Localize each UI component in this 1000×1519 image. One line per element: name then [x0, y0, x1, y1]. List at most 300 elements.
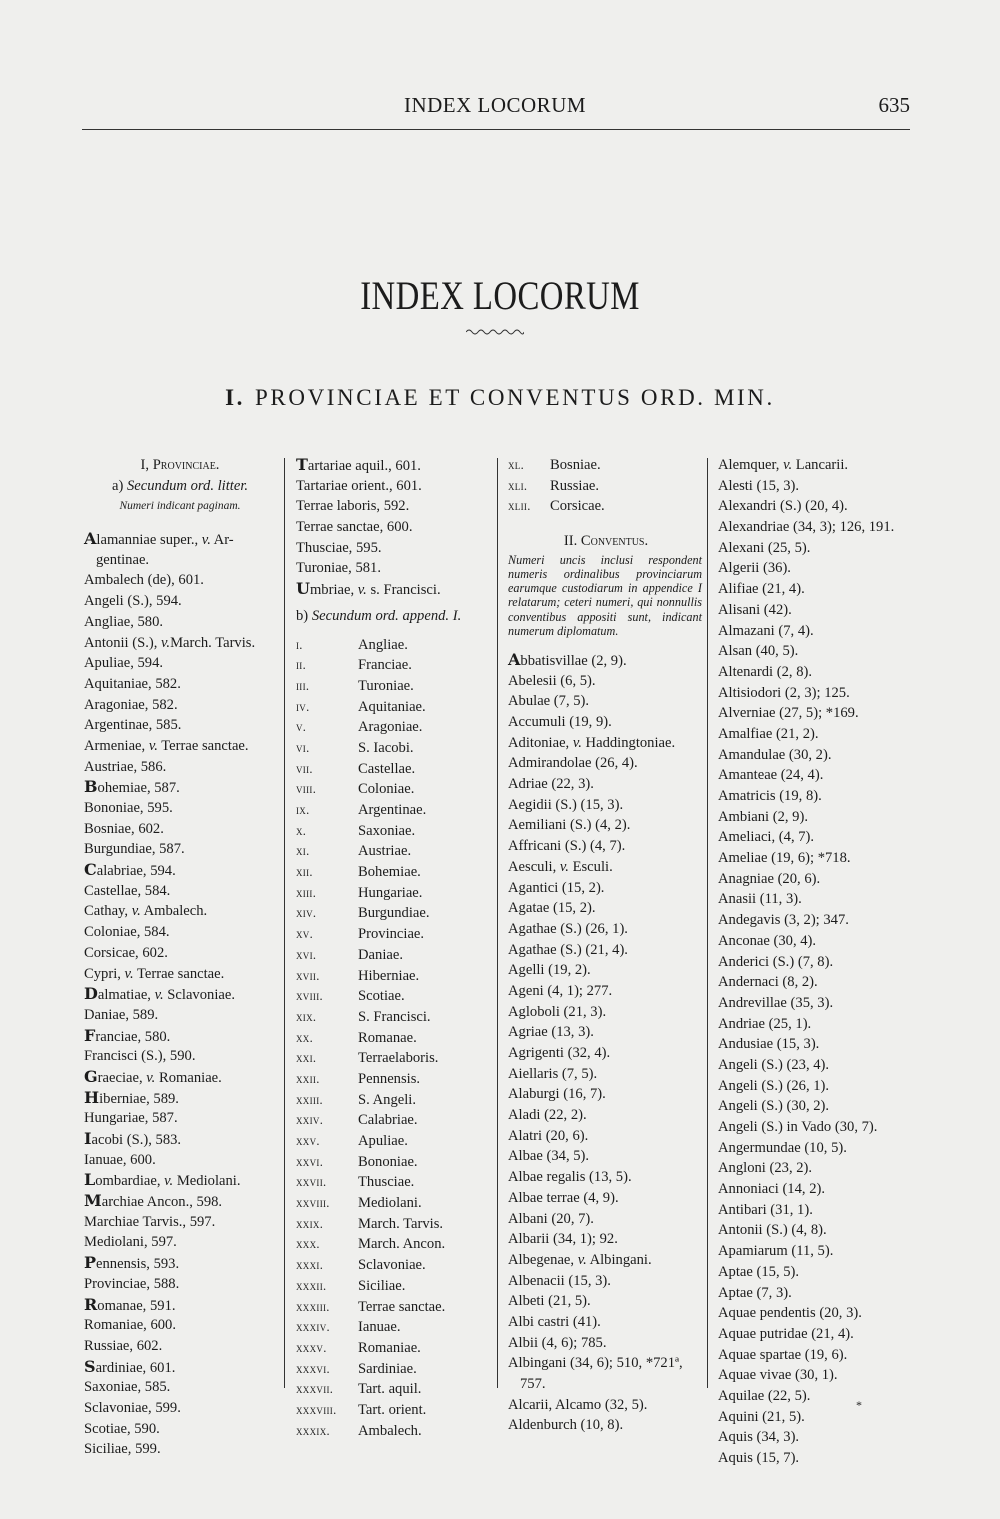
entry-text: Anagniae (20, 6).	[718, 870, 821, 887]
roman-numeral: i.	[296, 637, 303, 652]
index-entry	[508, 650, 704, 671]
column-3	[508, 455, 704, 1436]
entry-text: Alexandri (S.) (20, 4).	[718, 498, 848, 515]
entry-text: Agantici (15, 2).	[508, 879, 605, 896]
index-entry	[84, 674, 276, 695]
entry-text: Agrigenti (32, 4).	[508, 1045, 611, 1062]
index-entry	[508, 795, 704, 816]
index-entry	[508, 1167, 704, 1188]
roman-numeral: xl.	[508, 458, 525, 472]
entry-text: Aragoniae, 582.	[84, 696, 178, 713]
province-name: Terrae sanctae.	[358, 1298, 446, 1315]
entry-text: Mediolani, 597.	[84, 1234, 177, 1251]
entry-text: Albenacii (15, 3).	[508, 1272, 611, 1289]
index-entry	[718, 600, 918, 621]
entry-text: Romaniae, 600.	[84, 1317, 177, 1334]
entry-text: ranciae, 580.	[95, 1028, 171, 1045]
roman-numeral: xxxvi.	[296, 1361, 330, 1376]
index-entry	[718, 1324, 918, 1345]
index-entry	[718, 848, 918, 869]
entry-text: Anconae (30, 4).	[718, 932, 817, 949]
index-entry	[508, 898, 704, 919]
entry-vide: v.	[201, 532, 211, 549]
entry-vide: v.	[131, 903, 141, 920]
entry-text: Aiellaris (7, 5).	[508, 1065, 598, 1082]
numbered-province	[296, 635, 494, 656]
index-entry	[296, 517, 494, 538]
entry-text: Cathay,	[84, 903, 132, 920]
roman-numeral: xi.	[296, 844, 310, 859]
subheading-text: Secundum ord. litter.	[126, 477, 249, 494]
entry-text: Marchiae Tarvis., 597.	[84, 1213, 216, 1230]
province-name: Tart. aquil.	[358, 1381, 422, 1398]
index-entry	[718, 455, 918, 476]
index-entry	[84, 529, 276, 550]
index-entry	[508, 1312, 704, 1333]
province-name: Daniae.	[358, 946, 403, 963]
numbered-province	[296, 821, 494, 842]
roman-numeral: xii.	[296, 865, 313, 880]
index-entry	[84, 1398, 276, 1419]
entry-reference: Lancarii.	[792, 457, 849, 473]
numbered-province	[296, 1214, 494, 1235]
entry-text: Coloniae, 584.	[84, 924, 170, 941]
index-entry	[718, 972, 918, 993]
roman-numeral: xxxv.	[296, 1340, 327, 1355]
index-entry	[84, 591, 276, 612]
entry-text: Daniae, 589.	[84, 1006, 159, 1023]
province-name: March. Tarvis.	[358, 1215, 444, 1232]
entry-text: lamanniae super.,	[96, 532, 202, 549]
numbered-province	[296, 986, 494, 1007]
province-name: Romaniae.	[358, 1339, 421, 1356]
entry-initial: P	[84, 1253, 97, 1273]
index-entry	[84, 633, 276, 654]
index-entry	[84, 922, 276, 943]
entry-text: Russiae, 602.	[84, 1337, 163, 1354]
roman-numeral: xxviii.	[296, 1196, 330, 1211]
entry-text: Angloni (23, 2).	[718, 1160, 813, 1177]
index-entry	[718, 703, 918, 724]
entry-text: Angliae, 580.	[84, 613, 164, 630]
index-entry	[84, 798, 276, 819]
province-name: Apuliae.	[358, 1133, 408, 1149]
province-name: Tart. orient.	[358, 1401, 427, 1418]
index-entry	[718, 765, 918, 786]
index-entry	[508, 1250, 704, 1271]
roman-numeral: xxxiii.	[296, 1299, 330, 1314]
index-entry	[718, 579, 918, 600]
entry-text: acobi (S.), 583.	[91, 1132, 182, 1148]
entry-text: Andernaci (8, 2).	[718, 974, 818, 991]
entry-initial: U	[296, 579, 310, 599]
roman-numeral: xxix.	[296, 1216, 324, 1231]
entry-vide: v.	[124, 965, 134, 982]
index-entry	[718, 1345, 918, 1366]
entry-text: Ambalech (de), 601.	[84, 572, 204, 589]
entry-reference: Terrae sanctae.	[133, 965, 225, 982]
entry-text: Armeniae,	[84, 737, 149, 754]
index-entry	[508, 712, 704, 733]
entry-text: Algerii (36).	[718, 560, 791, 577]
index-entry	[718, 1014, 918, 1035]
section-title	[0, 385, 1000, 411]
entry-vide: v.	[783, 457, 793, 473]
entry-text: Accumuli (19, 9).	[508, 714, 612, 731]
numbered-province	[508, 496, 704, 517]
column-divider	[497, 458, 498, 1388]
index-entry	[84, 1419, 276, 1440]
roman-numeral: viii.	[296, 782, 317, 797]
index-entry	[508, 1043, 704, 1064]
index-entry	[84, 1377, 276, 1398]
entry-reference: Mediolani.	[173, 1173, 241, 1190]
index-entry	[84, 1336, 276, 1357]
index-entry	[508, 815, 704, 836]
province-name: Corsicae.	[550, 498, 605, 515]
roman-numeral: xxiii.	[296, 1092, 323, 1107]
numbered-province	[508, 476, 704, 497]
numbered-province	[296, 1255, 494, 1276]
subheading-prefix: a)	[111, 477, 127, 494]
entry-reference: Romaniae.	[155, 1069, 222, 1086]
index-entry	[84, 839, 276, 860]
running-title: INDEX LOCORUM	[403, 93, 587, 117]
index-entry-continuation: gentinae.	[96, 551, 150, 568]
index-entry	[508, 1022, 704, 1043]
index-entry	[84, 1253, 276, 1274]
entry-text: Abulae (7, 5).	[508, 693, 590, 710]
entry-reference: Esculi.	[568, 858, 613, 875]
conventus-note: Numeri uncis inclusi respondent numeris ordinalibus provinciarum earumque custodiarum in appendice I relatarum; ceteri numeri, qui nonnullis conventibus appositi sunt, indicant numerum diplomatum.	[508, 552, 702, 638]
index-entry	[84, 1232, 276, 1253]
index-entry	[84, 943, 276, 964]
entry-text: Tartariae orient., 601.	[296, 477, 422, 494]
numbered-province	[296, 717, 494, 738]
index-entry	[508, 1126, 704, 1147]
numbered-province	[296, 1297, 494, 1318]
numbered-province	[296, 903, 494, 924]
entry-text: Amandulae (30, 2).	[718, 746, 832, 763]
province-name: S. Iacobi.	[358, 739, 414, 756]
entry-text: Provinciae, 588.	[84, 1275, 180, 1292]
entry-text: Admirandolae (26, 4).	[508, 755, 638, 772]
index-entry	[84, 984, 276, 1005]
index-entry	[84, 777, 276, 798]
entry-text: Alexani (25, 5).	[718, 539, 811, 556]
index-entry	[84, 901, 276, 922]
entry-text: Alcarii, Alcamo (32, 5).	[508, 1396, 648, 1413]
index-entry	[84, 570, 276, 591]
index-entry	[718, 1179, 918, 1200]
index-entry	[84, 1357, 276, 1378]
index-entry	[718, 1386, 918, 1407]
entry-text: Albae (34, 5).	[508, 1148, 590, 1165]
province-name: Bononiae.	[358, 1153, 418, 1170]
entry-text: Austriae, 586.	[84, 758, 167, 775]
roman-numeral: xvi.	[296, 947, 317, 962]
entry-text: Terrae sanctae, 600.	[296, 519, 413, 536]
conventus-heading: II. Conventus.	[563, 533, 649, 550]
entry-text: Scotiae, 590.	[84, 1420, 160, 1437]
roman-numeral: xix.	[296, 1009, 317, 1024]
entry-text: Aldenburch (10, 8).	[508, 1417, 624, 1434]
entry-text: Almazani (7, 4).	[718, 622, 814, 639]
entry-text: Alsan (40, 5).	[718, 643, 799, 660]
roman-numeral: xxxi.	[296, 1258, 324, 1273]
index-entry	[84, 1005, 276, 1026]
index-entry	[718, 1303, 918, 1324]
entry-text: ardiniae, 601.	[95, 1359, 176, 1376]
entry-text: Corsicae, 602.	[84, 944, 168, 961]
index-entry	[718, 1262, 918, 1283]
numbered-province	[296, 779, 494, 800]
roman-numeral: xxxix.	[296, 1423, 330, 1438]
entry-text: Ambiani (2, 9).	[718, 808, 808, 825]
roman-numeral: xxi.	[296, 1051, 317, 1066]
entry-text: Alatri (20, 6).	[508, 1127, 589, 1144]
index-entry	[718, 1076, 918, 1097]
entry-text: Albeti (21, 5).	[508, 1293, 591, 1310]
entry-text: Aquae pendentis (20, 3).	[718, 1305, 862, 1322]
entry-text: Angeli (S.) (26, 1).	[718, 1077, 830, 1094]
index-entry	[508, 1105, 704, 1126]
numbered-province	[296, 883, 494, 904]
index-entry	[718, 662, 918, 683]
entry-text: Aptae (15, 5).	[718, 1263, 800, 1280]
subheading-prefix: b)	[296, 607, 312, 624]
entry-text: Albani (20, 7).	[508, 1210, 594, 1227]
entry-text: archiae Ancon., 598.	[101, 1194, 223, 1211]
index-entry	[718, 538, 918, 559]
index-entry	[508, 1002, 704, 1023]
entry-vide: v.	[164, 1173, 174, 1190]
province-name: Franciae.	[358, 657, 412, 674]
roman-numeral: xxxvii.	[296, 1382, 334, 1397]
entry-text: Aquilae (22, 5).	[718, 1387, 811, 1404]
index-entry	[508, 919, 704, 940]
entry-text: bbatisvillae (2, 9).	[520, 652, 627, 669]
index-entry	[84, 819, 276, 840]
entry-text: Aesculi,	[508, 858, 560, 875]
index-entry	[296, 558, 494, 579]
index-entry	[718, 1448, 918, 1469]
numbered-province	[296, 655, 494, 676]
entry-text: omanae, 591.	[97, 1297, 176, 1314]
entry-text: iberniae, 589.	[99, 1090, 179, 1107]
entry-text: Andegavis (3, 2); 347.	[718, 912, 849, 929]
index-entry	[718, 1034, 918, 1055]
numbered-province	[296, 966, 494, 987]
index-entry	[84, 1129, 276, 1150]
entry-text: Agelli (19, 2).	[508, 962, 591, 979]
entry-text: Cypri,	[84, 965, 125, 982]
entry-text: Amanteae (24, 4).	[718, 767, 824, 784]
numbered-province	[508, 455, 704, 476]
entry-text: ohemiae, 587.	[97, 780, 180, 797]
index-entry	[718, 889, 918, 910]
roman-numeral: xxxii.	[296, 1278, 327, 1293]
entry-initial: M	[84, 1191, 102, 1211]
entry-text: Alaburgi (16, 7).	[508, 1086, 606, 1103]
entry-text: Angeli (S.), 594.	[84, 593, 182, 610]
entry-text: Agathae (S.) (26, 1).	[508, 920, 628, 937]
entry-text: Andrevillae (35, 3).	[718, 994, 834, 1011]
numbered-province	[296, 1069, 494, 1090]
column-4	[718, 455, 918, 1469]
entry-text: Apamiarum (11, 5).	[718, 1243, 834, 1260]
province-name: Argentinae.	[358, 802, 427, 818]
entry-initial: B	[84, 777, 98, 797]
entry-text: Aptae (7, 3).	[718, 1284, 792, 1301]
province-name: Thusciae.	[358, 1174, 415, 1191]
entry-text: Altenardi (2, 8).	[718, 663, 813, 680]
province-name: Ambalech.	[358, 1422, 422, 1439]
province-name: Aquitaniae.	[358, 698, 426, 715]
roman-numeral: xxx.	[296, 1237, 320, 1252]
province-name: Sclavoniae.	[358, 1257, 426, 1274]
province-name: S. Angeli.	[358, 1091, 416, 1108]
entry-vide: v.	[357, 582, 367, 599]
entry-text: Francisci (S.), 590.	[84, 1048, 196, 1065]
entry-text: Aquae putridae (21, 4).	[718, 1325, 854, 1342]
entry-text: Angeli (S.) (23, 4).	[718, 1056, 830, 1073]
entry-text: Apuliae, 594.	[84, 655, 164, 672]
provinciae-heading: I, Provinciae.	[140, 457, 220, 473]
entry-text: Aemiliani (S.) (4, 2).	[508, 817, 631, 834]
roman-numeral: xxxviii.	[296, 1402, 337, 1417]
numbered-province	[296, 738, 494, 759]
entry-initial: A	[508, 649, 521, 669]
entry-initial: T	[296, 455, 308, 474]
province-name: Coloniae.	[358, 781, 415, 798]
index-entry	[508, 1188, 704, 1209]
index-entry	[296, 455, 494, 476]
province-name: S. Francisci.	[358, 1008, 431, 1025]
entry-text: Agriae (13, 3).	[508, 1024, 594, 1041]
entry-text: Amalfiae (21, 2).	[718, 725, 819, 742]
index-entry	[508, 774, 704, 795]
index-entry	[718, 558, 918, 579]
index-entry	[508, 1353, 704, 1374]
entry-initial: D	[84, 984, 98, 1004]
numbered-province	[296, 1007, 494, 1028]
entry-initial: L	[84, 1170, 96, 1190]
roman-numeral: xiv.	[296, 906, 317, 921]
index-entry	[84, 695, 276, 716]
numbered-province	[296, 1131, 494, 1152]
province-name: Bosniae.	[550, 457, 601, 473]
entry-text: Alisani (42).	[718, 601, 792, 618]
entry-text: Castellae, 584.	[84, 882, 171, 899]
entry-text: artariae aquil., 601.	[307, 458, 421, 474]
entry-vide: v.	[154, 987, 164, 1004]
numeri-note: Numeri indicant paginam.	[119, 500, 241, 513]
entry-text: Alesti (15, 3).	[718, 477, 800, 494]
entry-text: Ianuae, 600.	[84, 1151, 156, 1168]
column-1	[84, 455, 276, 1460]
roman-numeral: xvii.	[296, 968, 320, 983]
entry-text: Sclavoniae, 599.	[84, 1399, 181, 1416]
index-entry	[508, 1395, 704, 1416]
entry-text: Agatae (15, 2).	[508, 900, 596, 917]
entry-text: Anasii (11, 3).	[718, 891, 802, 908]
roman-numeral: vii.	[296, 761, 313, 776]
entry-initial: H	[84, 1087, 100, 1107]
entry-text: Altisiodori (2, 3); 125.	[718, 684, 850, 701]
entry-vide: v.	[559, 858, 569, 875]
entry-text: Abelesii (6, 5).	[508, 672, 596, 689]
entry-text: Ageni (4, 1); 277.	[508, 982, 613, 999]
entry-reference: Ambalech.	[140, 903, 208, 920]
footer-asterisk: *	[856, 1398, 862, 1412]
entry-text: mbriae,	[309, 582, 358, 599]
entry-text: Ameliaci, (4, 7).	[718, 829, 815, 846]
entry-text: Argentinae, 585.	[84, 717, 182, 734]
province-name: Angliae.	[358, 636, 408, 653]
entry-text: Anderici (S.) (7, 8).	[718, 953, 834, 970]
index-entry	[508, 878, 704, 899]
roman-numeral: iv.	[296, 699, 310, 714]
index-entry	[84, 715, 276, 736]
index-entry	[508, 1229, 704, 1250]
numbered-province	[296, 1152, 494, 1173]
entry-vide: v.	[577, 1251, 587, 1268]
roman-numeral: xxii.	[296, 1071, 320, 1086]
index-entry	[718, 683, 918, 704]
entry-initial: R	[84, 1294, 98, 1314]
index-entry	[718, 931, 918, 952]
index-entry	[84, 1046, 276, 1067]
index-entry	[718, 476, 918, 497]
index-entry	[718, 496, 918, 517]
numbered-province	[296, 1048, 494, 1069]
section-heading: PROVINCIAE ET CONVENTUS ORD. MIN.	[255, 385, 775, 410]
entry-text: Aegidii (S.) (15, 3).	[508, 796, 624, 813]
province-name: Aragoniae.	[358, 719, 423, 736]
entry-text: Aditoniae,	[508, 734, 573, 751]
numbered-province	[296, 800, 494, 821]
entry-text: Angeli (S.) (30, 2).	[718, 1098, 830, 1115]
index-entry	[718, 1200, 918, 1221]
index-entry	[84, 881, 276, 902]
index-entry	[84, 612, 276, 633]
entry-text: Turoniae, 581.	[296, 560, 381, 577]
entry-text: Antonii (S.) (4, 8).	[718, 1222, 827, 1239]
index-entry	[718, 869, 918, 890]
index-entry	[508, 1271, 704, 1292]
index-entry	[508, 1209, 704, 1230]
index-entry	[718, 641, 918, 662]
numbered-province	[296, 1359, 494, 1380]
roman-numeral: xviii.	[296, 989, 323, 1004]
province-name: Ianuae.	[358, 1319, 401, 1336]
entry-text: Alexandriae (34, 3); 126, 191.	[718, 519, 895, 536]
index-entry	[84, 1191, 276, 1212]
index-entry	[84, 1315, 276, 1336]
column-divider	[707, 458, 708, 1388]
index-entry	[508, 1291, 704, 1312]
entry-reference: Ar-	[210, 532, 234, 549]
roman-numeral: xiii.	[296, 885, 317, 900]
province-name: Hungariae.	[358, 884, 423, 901]
entry-reference: Terrae sanctae.	[157, 737, 249, 754]
entry-text: Thusciae, 595.	[296, 539, 382, 556]
index-entry	[508, 857, 704, 878]
province-name: Calabriae.	[358, 1112, 418, 1129]
index-entry	[508, 981, 704, 1002]
index-entry	[718, 993, 918, 1014]
